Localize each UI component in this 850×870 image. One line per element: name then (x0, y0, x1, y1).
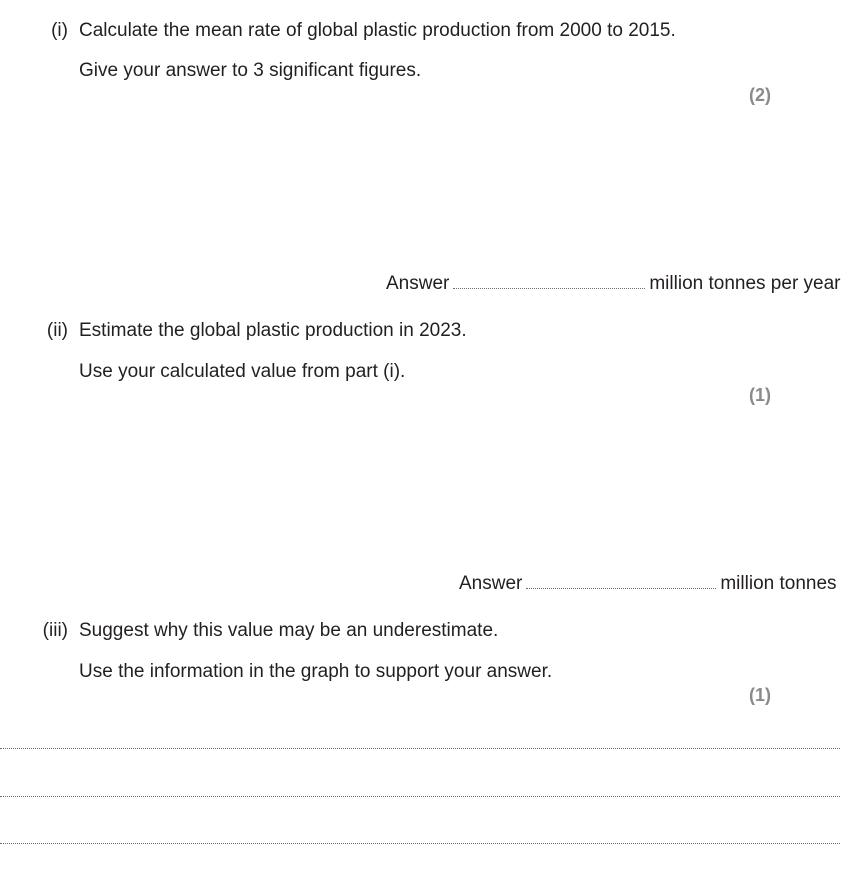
question-iii-text: Suggest why this value may be an underestimate. (79, 620, 499, 641)
question-i-answer-line[interactable] (453, 288, 645, 289)
question-number-i: (i) (51, 20, 68, 41)
question-ii-marks: (1) (749, 385, 771, 405)
question-iii-marks: (1) (749, 685, 771, 705)
question-iii-instruction: Use the information in the graph to support your answer. (79, 661, 553, 682)
question-i-answer-row (386, 273, 841, 295)
question-number-iii: (iii) (42, 620, 68, 641)
answer-line-3[interactable] (0, 843, 840, 844)
question-i-answer-label: Answer (386, 273, 450, 294)
question-i-answer-unit: million tonnes per year (649, 273, 841, 294)
answer-line-1[interactable] (0, 748, 840, 749)
question-ii-text: Estimate the global plastic production in 2023. (79, 320, 467, 341)
question-ii-answer-line[interactable] (526, 588, 716, 589)
question-ii-instruction: Use your calculated value from part (i). (79, 361, 406, 382)
answer-line-2[interactable] (0, 796, 840, 797)
question-i-text: Calculate the mean rate of global plastic production from 2000 to 2015. (79, 20, 676, 41)
question-i-instruction: Give your answer to 3 significant figures. (79, 60, 422, 81)
question-ii-answer-unit: million tonnes (720, 573, 837, 594)
question-ii-answer-row (459, 573, 837, 595)
question-ii-answer-label: Answer (459, 573, 523, 594)
question-i-marks: (2) (749, 85, 771, 105)
question-number-ii: (ii) (46, 320, 68, 341)
